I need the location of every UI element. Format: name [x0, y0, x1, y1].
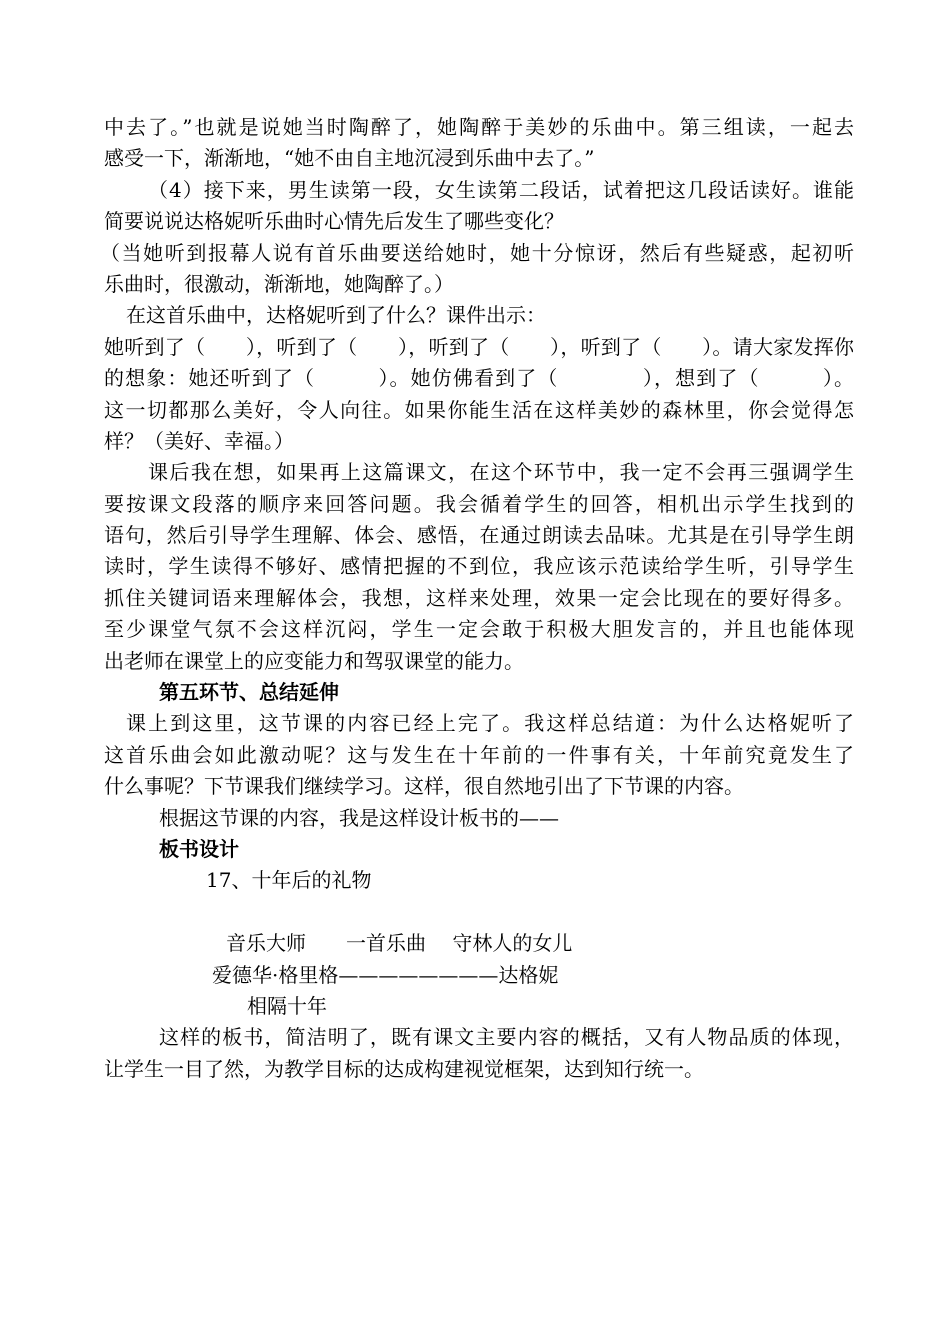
- text-line: 读时，学生读得不够好、感情把握的不到位，我应该示范读给学生听，引导学生: [104, 554, 854, 579]
- text-line: （4）接下来，男生读第一段，女生读第二段话，试着把这几段话读好。谁能: [148, 177, 854, 202]
- text-line: 音乐大师 一首乐曲 守林人的女儿: [226, 931, 573, 956]
- text-line: 什么事呢？下节课我们继续学习。这样，很自然地引出了下节课的内容。: [104, 774, 744, 799]
- text-line: 语句，然后引导学生理解、体会、感悟，在通过朗读去品味。尤其是在引导学生朗: [104, 523, 854, 548]
- text-line: 课上到这里，这节课的内容已经上完了。我这样总结道：为什么达格妮听了: [126, 711, 854, 736]
- text-line: 课后我在想，如果再上这篇课文，在这个环节中，我一定不会再三强调学生: [148, 460, 854, 485]
- text-line: 感受一下，渐渐地，“她不由自主地沉浸到乐曲中去了。”: [104, 146, 595, 171]
- document-page: [100, 112, 854, 1085]
- text-line: 乐曲时，很激动，渐渐地，她陶醉了。）: [104, 271, 454, 296]
- text-line: 简要说说达格妮听乐曲时心情先后发生了哪些变化？: [104, 209, 564, 234]
- text-line: 她听到了（ ），听到了（ ），听到了（ ），听到了（ ）。请大家发挥你: [104, 334, 854, 359]
- text-line: 爱德华·格里格————————达格妮: [212, 962, 559, 987]
- text-line: 让学生一目了然，为教学目标的达成构建视觉框架，达到知行统一。: [104, 1056, 704, 1081]
- text-line: 中去了。”也就是说她当时陶醉了，她陶醉于美妙的乐曲中。第三组读，一起去: [104, 115, 854, 139]
- text-line: 出老师在课堂上的应变能力和驾驭课堂的能力。: [104, 648, 524, 673]
- text-line: 要按课文段落的顺序来回答问题。我会循着学生的回答，相机出示学生找到的: [104, 491, 854, 516]
- section-heading: 第五环节、总结延伸: [159, 680, 339, 705]
- text-line: [104, 897, 854, 928]
- text-line: 抓住关键词语来理解体会，我想，这样来处理，效果一定会比现在的要好得多。: [104, 585, 854, 610]
- text-line: （当她听到报幕人说有首乐曲要送给她时，她十分惊讶，然后有些疑惑，起初听: [100, 240, 854, 265]
- text-line: 这样的板书，简洁明了，既有课文主要内容的概括，又有人物品质的体现，: [159, 1025, 854, 1050]
- text-line: 17、十年后的礼物: [206, 868, 372, 893]
- text-line: 相隔十年: [247, 993, 327, 1018]
- text-line: 根据这节课的内容，我是这样设计板书的——: [159, 805, 559, 830]
- text-line: 这一切都那么美好，令人向往。如果你能生活在这样美妙的森林里，你会觉得怎: [104, 397, 854, 422]
- text-line: 这首乐曲会如此激动呢？这与发生在十年前的一件事有关，十年前究竟发生了: [104, 742, 854, 767]
- text-line: 的想象：她还听到了（ ）。她仿佛看到了（ ），想到了（ ）。: [104, 366, 854, 391]
- text-line: 至少课堂气氛不会这样沉闷，学生一定会敢于积极大胆发言的，并且也能体现: [104, 617, 854, 642]
- section-heading: 板书设计: [159, 836, 239, 861]
- text-line: 在这首乐曲中，达格妮听到了什么？课件出示：: [126, 303, 546, 328]
- text-line: 样？（美好、幸福。）: [104, 428, 294, 453]
